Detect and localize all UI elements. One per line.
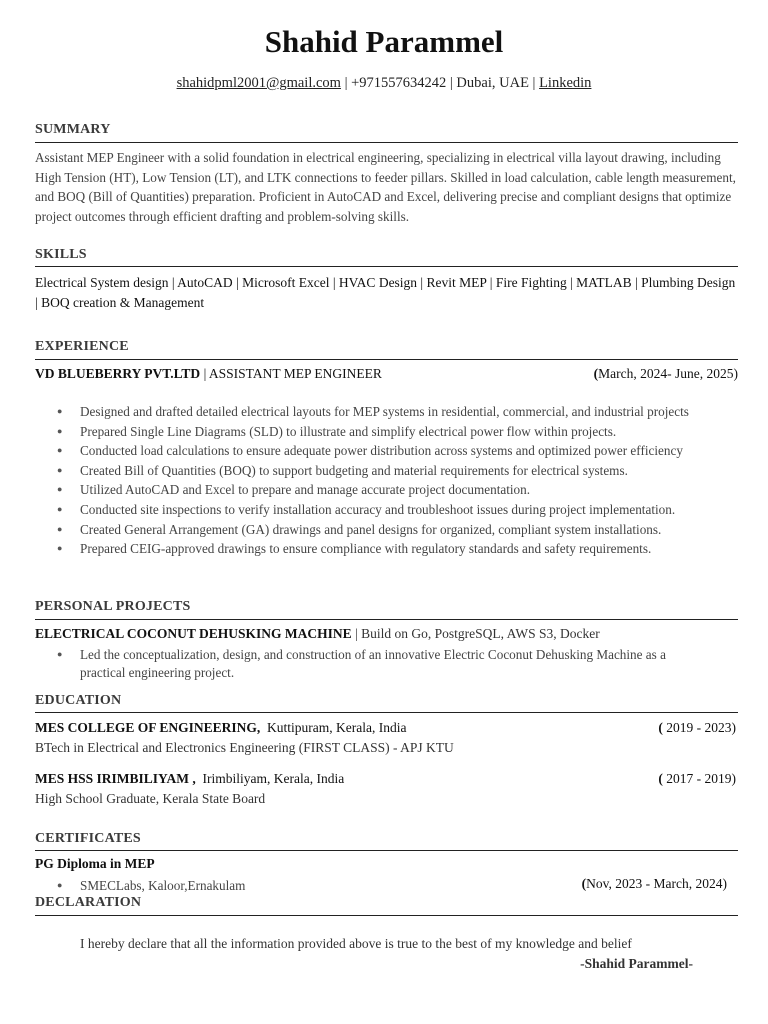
skills-heading: SKILLS <box>35 247 87 262</box>
certificate-bullets <box>35 876 245 896</box>
resume-name: Shahid Parammel <box>264 24 504 59</box>
job-title-line <box>35 366 382 382</box>
list-item: ● Led the conceptualization, design, and construction of an innovative Electric Coconut Dehusking Machine as a <box>35 645 666 665</box>
list-item: ● Created Bill of Quantities (BOQ) to support budgeting and material requirements for electrical systems. <box>35 461 689 481</box>
education-dates: ( 2019 - 2023) <box>658 720 736 735</box>
list-item: ● Conducted site inspections to verify installation accuracy and troubleshoot issues during project implementation. <box>35 500 689 520</box>
projects-heading: PERSONAL PROJECTS <box>35 599 191 614</box>
list-item: ● Prepared Single Line Diagrams (SLD) to illustrate and simplify electrical power flow within projects. <box>35 422 689 442</box>
job-role: | ASSISTANT MEP ENGINEER <box>200 366 382 381</box>
contact-line <box>0 75 768 92</box>
education-school-line <box>35 771 344 787</box>
certificates-divider <box>35 850 738 851</box>
list-item: ● Conducted load calculations to ensure adequate power distribution across systems and optimized power efficiency <box>35 441 689 461</box>
project-bullets <box>35 645 666 665</box>
list-item: ● Designed and drafted detailed electrical layouts for MEP systems in residential, commercial, and industrial projects <box>35 402 689 422</box>
summary-heading: SUMMARY <box>35 122 111 137</box>
project-title-line <box>35 626 600 642</box>
project-stack: | Build on Go, PostgreSQL, AWS S3, Docker <box>351 626 600 641</box>
skills-divider <box>35 266 738 267</box>
summary-text: Assistant MEP Engineer with a solid foundation in electrical engineering, specializing in electrical villa layout drawing, including High Tension (HT), Low Tension (LT), and LTK connections to feeder pillars. Skilled in load calculation, cable length measurement, and BOQ (Bill of Quantities) preparation. Proficient in AutoCAD and Excel, delivering precise and compliant designs that optimize project outcomes through efficient drafting and problem-solving skills. <box>35 150 736 224</box>
experience-bullets <box>35 402 689 559</box>
education-detail: BTech in Electrical and Electronics Engineering (FIRST CLASS) - APJ KTU <box>35 740 454 755</box>
projects-divider <box>35 619 738 620</box>
education-divider <box>35 712 738 713</box>
list-item: ● Utilized AutoCAD and Excel to prepare and manage accurate project documentation. <box>35 480 689 500</box>
list-item: ● Prepared CEIG-approved drawings to ensure compliance with regulatory standards and safety requirements. <box>35 539 689 559</box>
company-name: VD BLUEBERRY PVT.LTD <box>35 366 201 381</box>
project-title: ELECTRICAL COCONUT DEHUSKING MACHINE <box>35 626 352 641</box>
certificates-heading: CERTIFICATES <box>35 831 141 846</box>
linkedin-link[interactable]: Linkedin <box>539 75 592 91</box>
experience-heading: EXPERIENCE <box>35 339 129 354</box>
school-location: Kuttipuram, Kerala, India <box>267 720 407 735</box>
declaration-text: I hereby declare that all the information provided above is true to the best of my knowledge and belief <box>80 936 632 951</box>
contact-details: | +971557634242 | Dubai, UAE | <box>340 75 540 91</box>
declaration-divider <box>35 915 738 916</box>
job-dates: (March, 2024- June, 2025) <box>593 366 738 381</box>
school-name: MES HSS IRIMBILIYAM , <box>35 771 196 786</box>
email-link[interactable]: shahidpml2001@gmail.com <box>176 75 341 91</box>
education-school-line <box>35 720 407 736</box>
summary-divider <box>35 142 738 143</box>
list-item: ● SMECLabs, Kaloor,Ernakulam <box>35 876 245 896</box>
school-name: MES COLLEGE OF ENGINEERING, <box>35 720 261 735</box>
certificate-dates: (Nov, 2023 - March, 2024) <box>581 876 727 891</box>
project-bullet-continuation: practical engineering project. <box>80 665 235 680</box>
certificate-title: PG Diploma in MEP <box>35 856 155 871</box>
experience-divider <box>35 359 738 360</box>
education-dates: ( 2017 - 2019) <box>658 771 736 786</box>
list-item: ● Created General Arrangement (GA) drawings and panel designs for organized, compliant system installations. <box>35 520 689 540</box>
skills-text: Electrical System design | AutoCAD | Microsoft Excel | HVAC Design | Revit MEP | Fire Fighting | MATLAB | Plumbing Design | BOQ creation & Management <box>35 275 736 310</box>
signature: -Shahid Parammel- <box>580 956 693 971</box>
education-heading: EDUCATION <box>35 693 122 708</box>
declaration-heading: DECLARATION <box>35 895 142 910</box>
school-location: Irimbiliyam, Kerala, India <box>202 771 345 786</box>
education-detail: High School Graduate, Kerala State Board <box>35 791 266 806</box>
